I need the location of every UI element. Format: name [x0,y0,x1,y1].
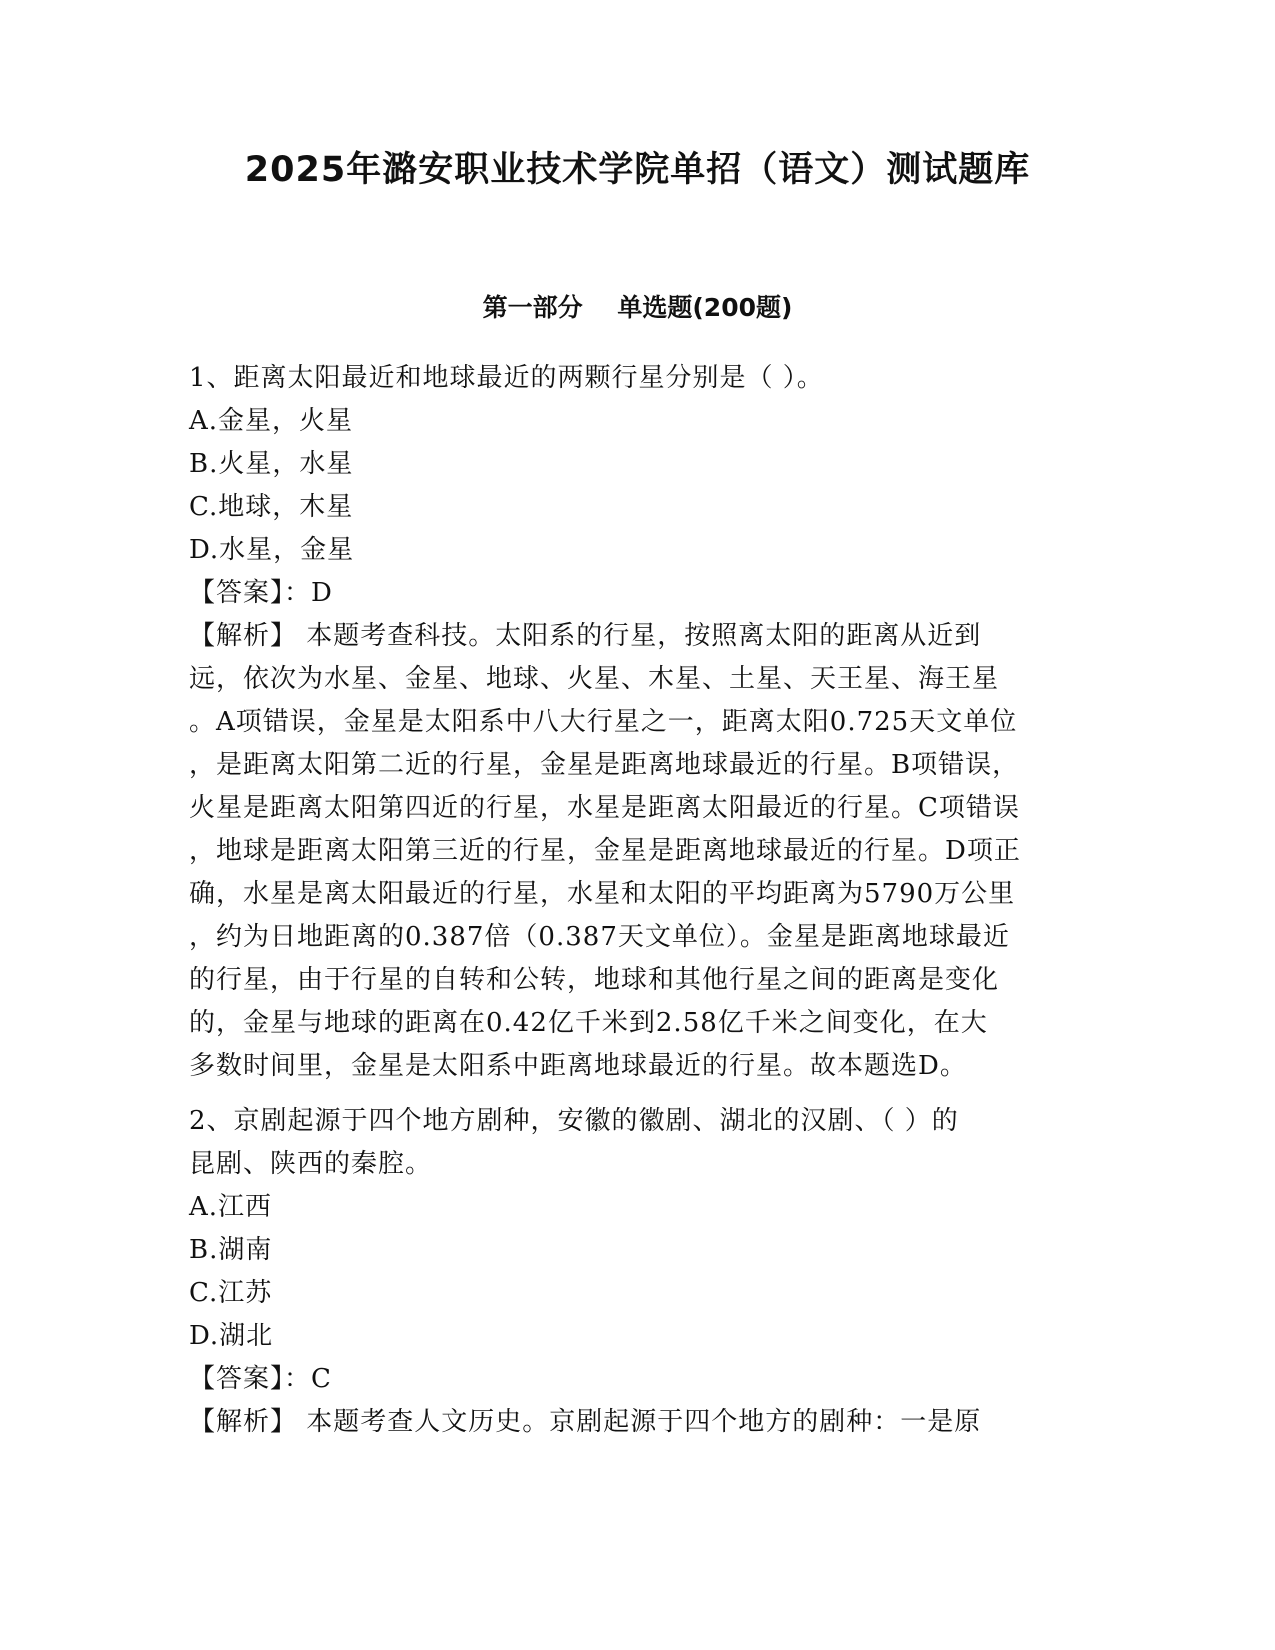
analysis-line: 的，金星与地球的距离在0.42亿千米到2.58亿千米之间变化，在大 [189,1008,988,1038]
analysis-line: 。A项错误，金星是太阳系中八大行星之一，距离太阳0.725天文单位 [189,707,1018,737]
option-a: A.江西 [189,1192,273,1222]
answer-line: 【答案】：D [189,578,333,608]
document-title: 2025年潞安职业技术学院单招（语文）测试题库 [244,150,1031,190]
question-stem-line: 昆剧、陕西的秦腔。 [189,1149,433,1179]
question-stem-line: 2、京剧起源于四个地方剧种，安徽的徽剧、湖北的汉剧、（ ）的 [189,1106,959,1136]
analysis-line: 远，依次为水星、金星、地球、火星、木星、土星、天王星、海王星 [189,664,1000,694]
option-d: D.水星，金星 [189,535,355,565]
option-b: B.湖南 [189,1235,273,1265]
analysis-line: 多数时间里，金星是太阳系中距离地球最近的行星。故本题选D。 [189,1051,967,1081]
analysis-line: ，是距离太阳第二近的行星，金星是距离地球最近的行星。B项错误， [189,750,1020,780]
analysis-line: 【解析】 本题考查科技。太阳系的行星，按照离太阳的距离从近到 [189,621,982,651]
analysis-line: 的行星，由于行星的自转和公转，地球和其他行星之间的距离是变化 [189,965,1000,995]
question-spacer [189,1088,1089,1100]
question-list [189,357,1089,1444]
analysis-line: ，约为日地距离的0.387倍（0.387天文单位）。金星是距离地球最近 [189,922,1010,952]
option-b: B.火星，水星 [189,449,354,479]
analysis-line: 火星是距离太阳第四近的行星，水星是距离太阳最近的行星。C项错误 [189,793,1020,823]
question-stem-line: 1、距离太阳最近和地球最近的两颗行星分别是（ ）。 [189,363,824,393]
option-d: D.湖北 [189,1321,274,1351]
option-c: C.地球，木星 [189,492,354,522]
question-1 [189,357,1089,1088]
option-c: C.江苏 [189,1278,273,1308]
analysis-line: 【解析】 本题考查人文历史。京剧起源于四个地方的剧种：一是原 [189,1407,982,1437]
question-2 [189,1100,1089,1444]
option-a: A.金星，火星 [189,406,354,436]
analysis-line: ，地球是距离太阳第三近的行星，金星是距离地球最近的行星。D项正 [189,836,1021,866]
analysis-line: 确，水星是离太阳最近的行星，水星和太阳的平均距离为5790万公里 [189,879,1016,909]
section-title: 第一部分 单选题(200题) [482,293,793,322]
answer-line: 【答案】：C [189,1364,332,1394]
